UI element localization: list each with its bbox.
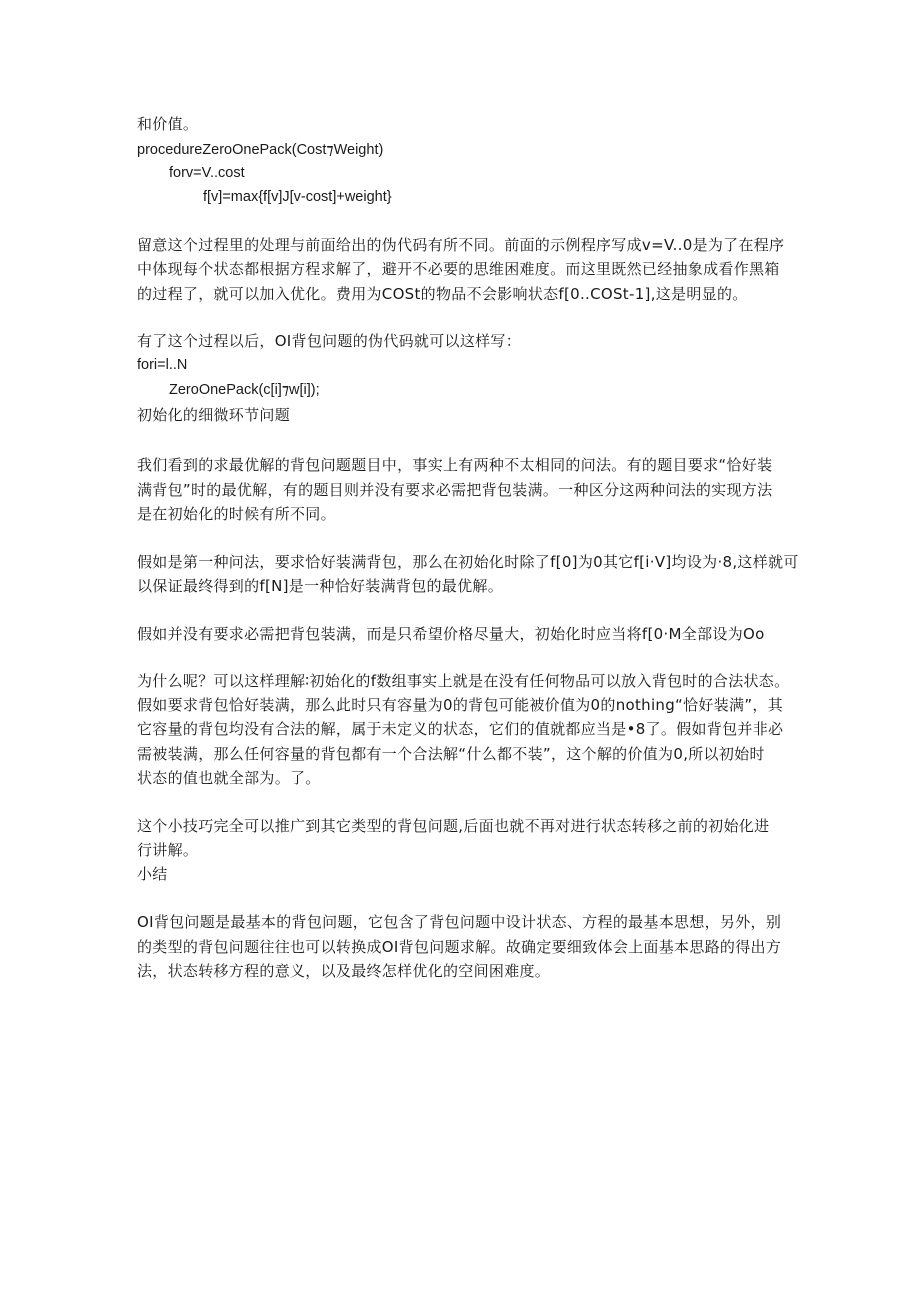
procedure-for-loop: forv=V..cost bbox=[169, 165, 245, 181]
para1-line1: 留意这个过程里的处理与前面给出的伪代码有所不同。前面的示例程序写成v=V..0是为了在程序 bbox=[137, 236, 785, 254]
para3-line3: 是在初始化的时候有所不同。 bbox=[137, 505, 336, 523]
heading-summary: 小结 bbox=[137, 865, 168, 883]
para4-line2: 以保证最终得到的f[N]是一种恰好装满背包的最优解。 bbox=[137, 577, 504, 595]
heading-init: 初始化的细微环节问题 bbox=[137, 406, 291, 424]
loop-line2: ZeroOnePack(c[i]⁊w[i]); bbox=[169, 382, 320, 398]
intro-tail-text: 和价值。 bbox=[137, 115, 199, 133]
para7-line1: 这个小技巧完全可以推广到其它类型的背包问题,后面也就不再对进行状态转移之前的初始化进 bbox=[137, 817, 770, 835]
para3-line2: 满背包”时的最优解，有的题目则并没有要求必需把背包装满。一种区分这两种问法的实现方法 bbox=[137, 481, 773, 499]
para6-line5: 状态的值也就全部为。了。 bbox=[137, 769, 321, 787]
procedure-body: f[v]=max{f[v]J[v-cost]+weight} bbox=[203, 189, 392, 205]
procedure-signature: procedureZeroOnePack(Cost⁊Weight) bbox=[137, 142, 384, 158]
para5-line1: 假如并没有要求必需把背包装满，而是只希望价格尽量大，初始化时应当将f[0·M全部设为Oo bbox=[137, 625, 765, 643]
para3-line1: 我们看到的求最优解的背包问题题目中，事实上有两种不太相同的问法。有的题目要求“恰好装 bbox=[137, 456, 773, 474]
para1-line2: 中体现每个状态都根据方程求解了，避开不必要的思维困难度。而这里既然已经抽象成看作黑箱 bbox=[137, 260, 780, 278]
para8-line3: 法，状态转移方程的意义，以及最终怎样优化的空间困难度。 bbox=[137, 962, 551, 980]
para2-intro: 有了这个过程以后，OI背包问题的伪代码就可以这样写： bbox=[137, 332, 522, 350]
para8-line2: 的类型的背包问题往往也可以转换成OI背包问题求解。故确定要细致体会上面基本思路的得出方 bbox=[137, 938, 782, 956]
para6-line1: 为什么呢？可以这样理解∶初始化的f数组事实上就是在没有任何物品可以放入背包时的合法状态。 bbox=[137, 672, 790, 690]
loop-line1: fori=l..N bbox=[137, 357, 188, 373]
para7-line2: 行讲解。 bbox=[137, 841, 199, 859]
para4-line1: 假如是第一种问法，要求恰好装满背包，那么在初始化时除了f[0]为0其它f[i·V]均设为·8,这样就可 bbox=[137, 553, 799, 571]
para8-line1: OI背包问题是最基本的背包问题，它包含了背包问题中设计状态、方程的最基本思想，另外，别 bbox=[137, 913, 782, 931]
para6-line4: 需被装满，那么任何容量的背包都有一个合法解“什么都不装”，这个解的价值为0,所以初始时 bbox=[137, 745, 765, 763]
para1-line3: 的过程了，就可以加入优化。费用为COSt的物品不会影响状态f[0..COSt-1],这是明显的。 bbox=[137, 285, 748, 303]
para6-line2: 假如要求背包恰好装满，那么此时只有容量为0的背包可能被价值为0的nothing“恰好装满”，其 bbox=[137, 696, 784, 714]
para6-line3: 它容量的背包均没有合法的解，属于未定义的状态，它们的值就都应当是•8了。假如背包并非必 bbox=[137, 720, 784, 738]
